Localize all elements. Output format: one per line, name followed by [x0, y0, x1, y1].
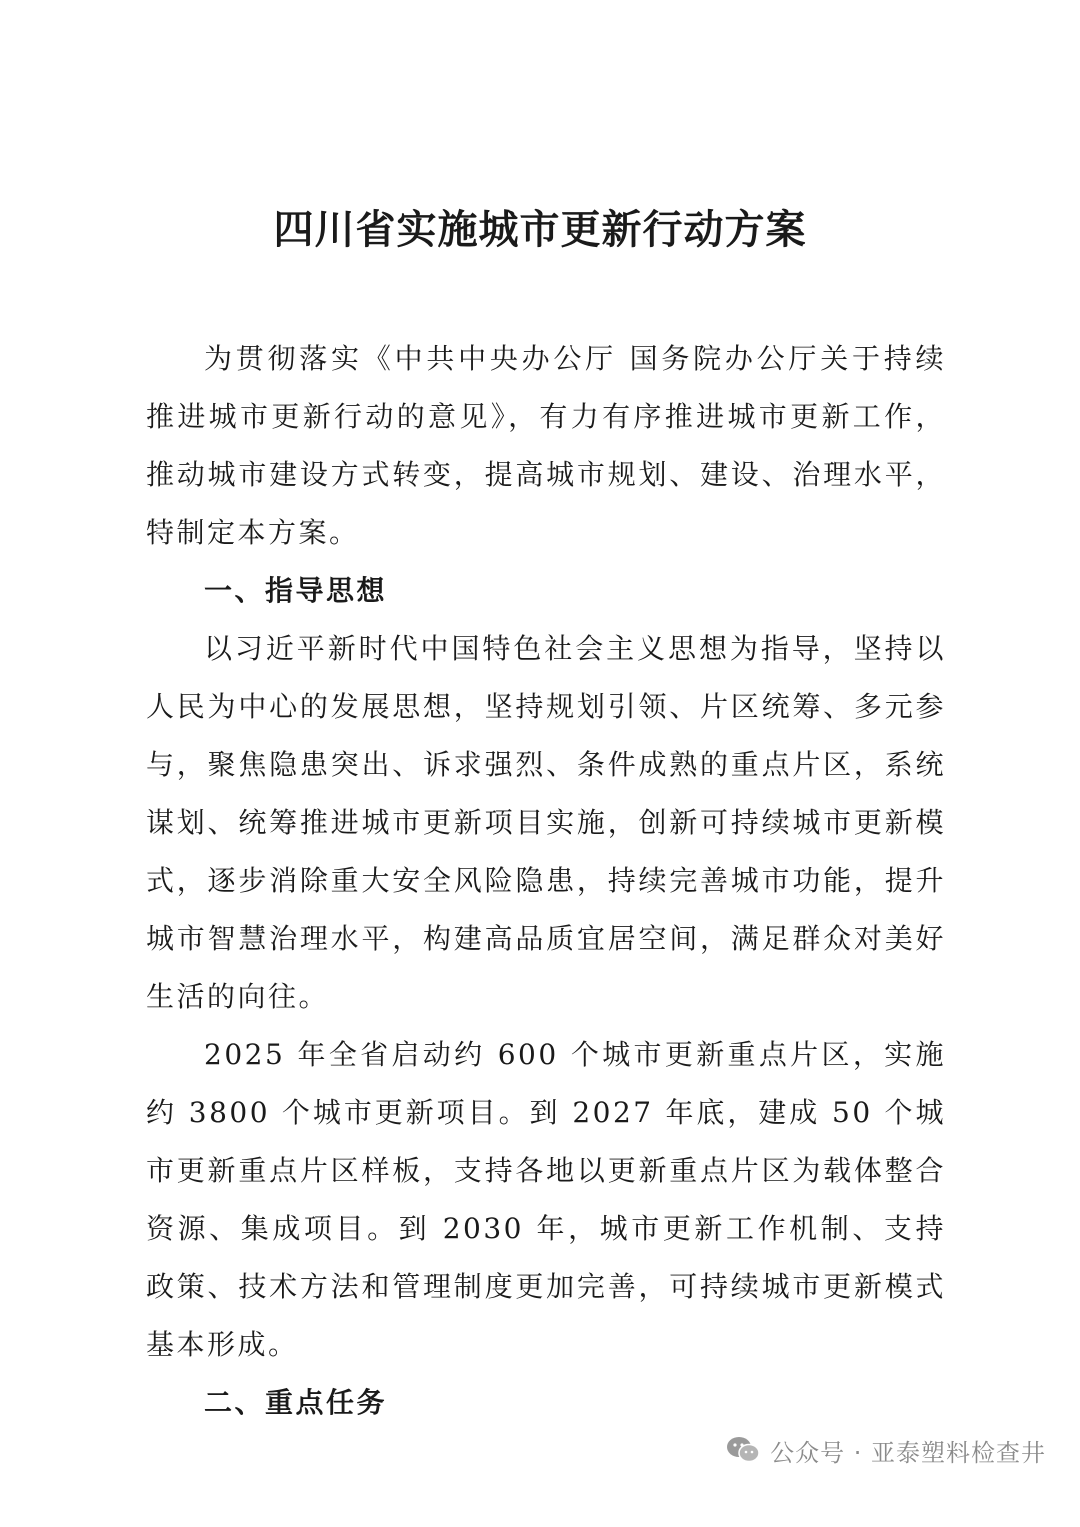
section-heading-guiding-ideology: 一、指导思想: [204, 574, 388, 607]
goals-paragraph: 2025 年全省启动约 600 个城市更新重点片区，实施约 3800 个城市更新项目。到 2027 年底，建成 50 个城市更新重点片区样板，支持各地以更新重点片区为载体整合资源、集成项目。到 2030 年，城市更新工作机制、支持政策、技术方法和管理制度更加完善，可持续城市更新模式基本形成。: [146, 1038, 946, 1361]
watermark: [726, 1430, 1046, 1470]
document-title: 四川省实施城市更新行动方案: [273, 206, 807, 253]
document-body: [146, 330, 946, 1432]
guiding-ideology-paragraph: 以习近平新时代中国特色社会主义思想为指导，坚持以人民为中心的发展思想，坚持规划引领、片区统筹、多元参与，聚焦隐患突出、诉求强烈、条件成熟的重点片区，系统谋划、统筹推进城市更新项目实施，创新可持续城市更新模式，逐步消除重大安全风险隐患，持续完善城市功能，提升城市智慧治理水平，构建高品质宜居空间，满足群众对美好生活的向往。: [146, 632, 946, 1013]
intro-paragraph: 为贯彻落实《中共中央办公厅 国务院办公厅关于持续推进城市更新行动的意见》，有力有序推进城市更新工作，推动城市建设方式转变，提高城市规划、建设、治理水平，特制定本方案。: [146, 342, 946, 549]
watermark-text: 公众号 · 亚泰塑料检查井: [770, 1438, 1046, 1467]
section-heading-key-tasks: 二、重点任务: [204, 1386, 388, 1419]
wechat-icon: [726, 1435, 760, 1465]
